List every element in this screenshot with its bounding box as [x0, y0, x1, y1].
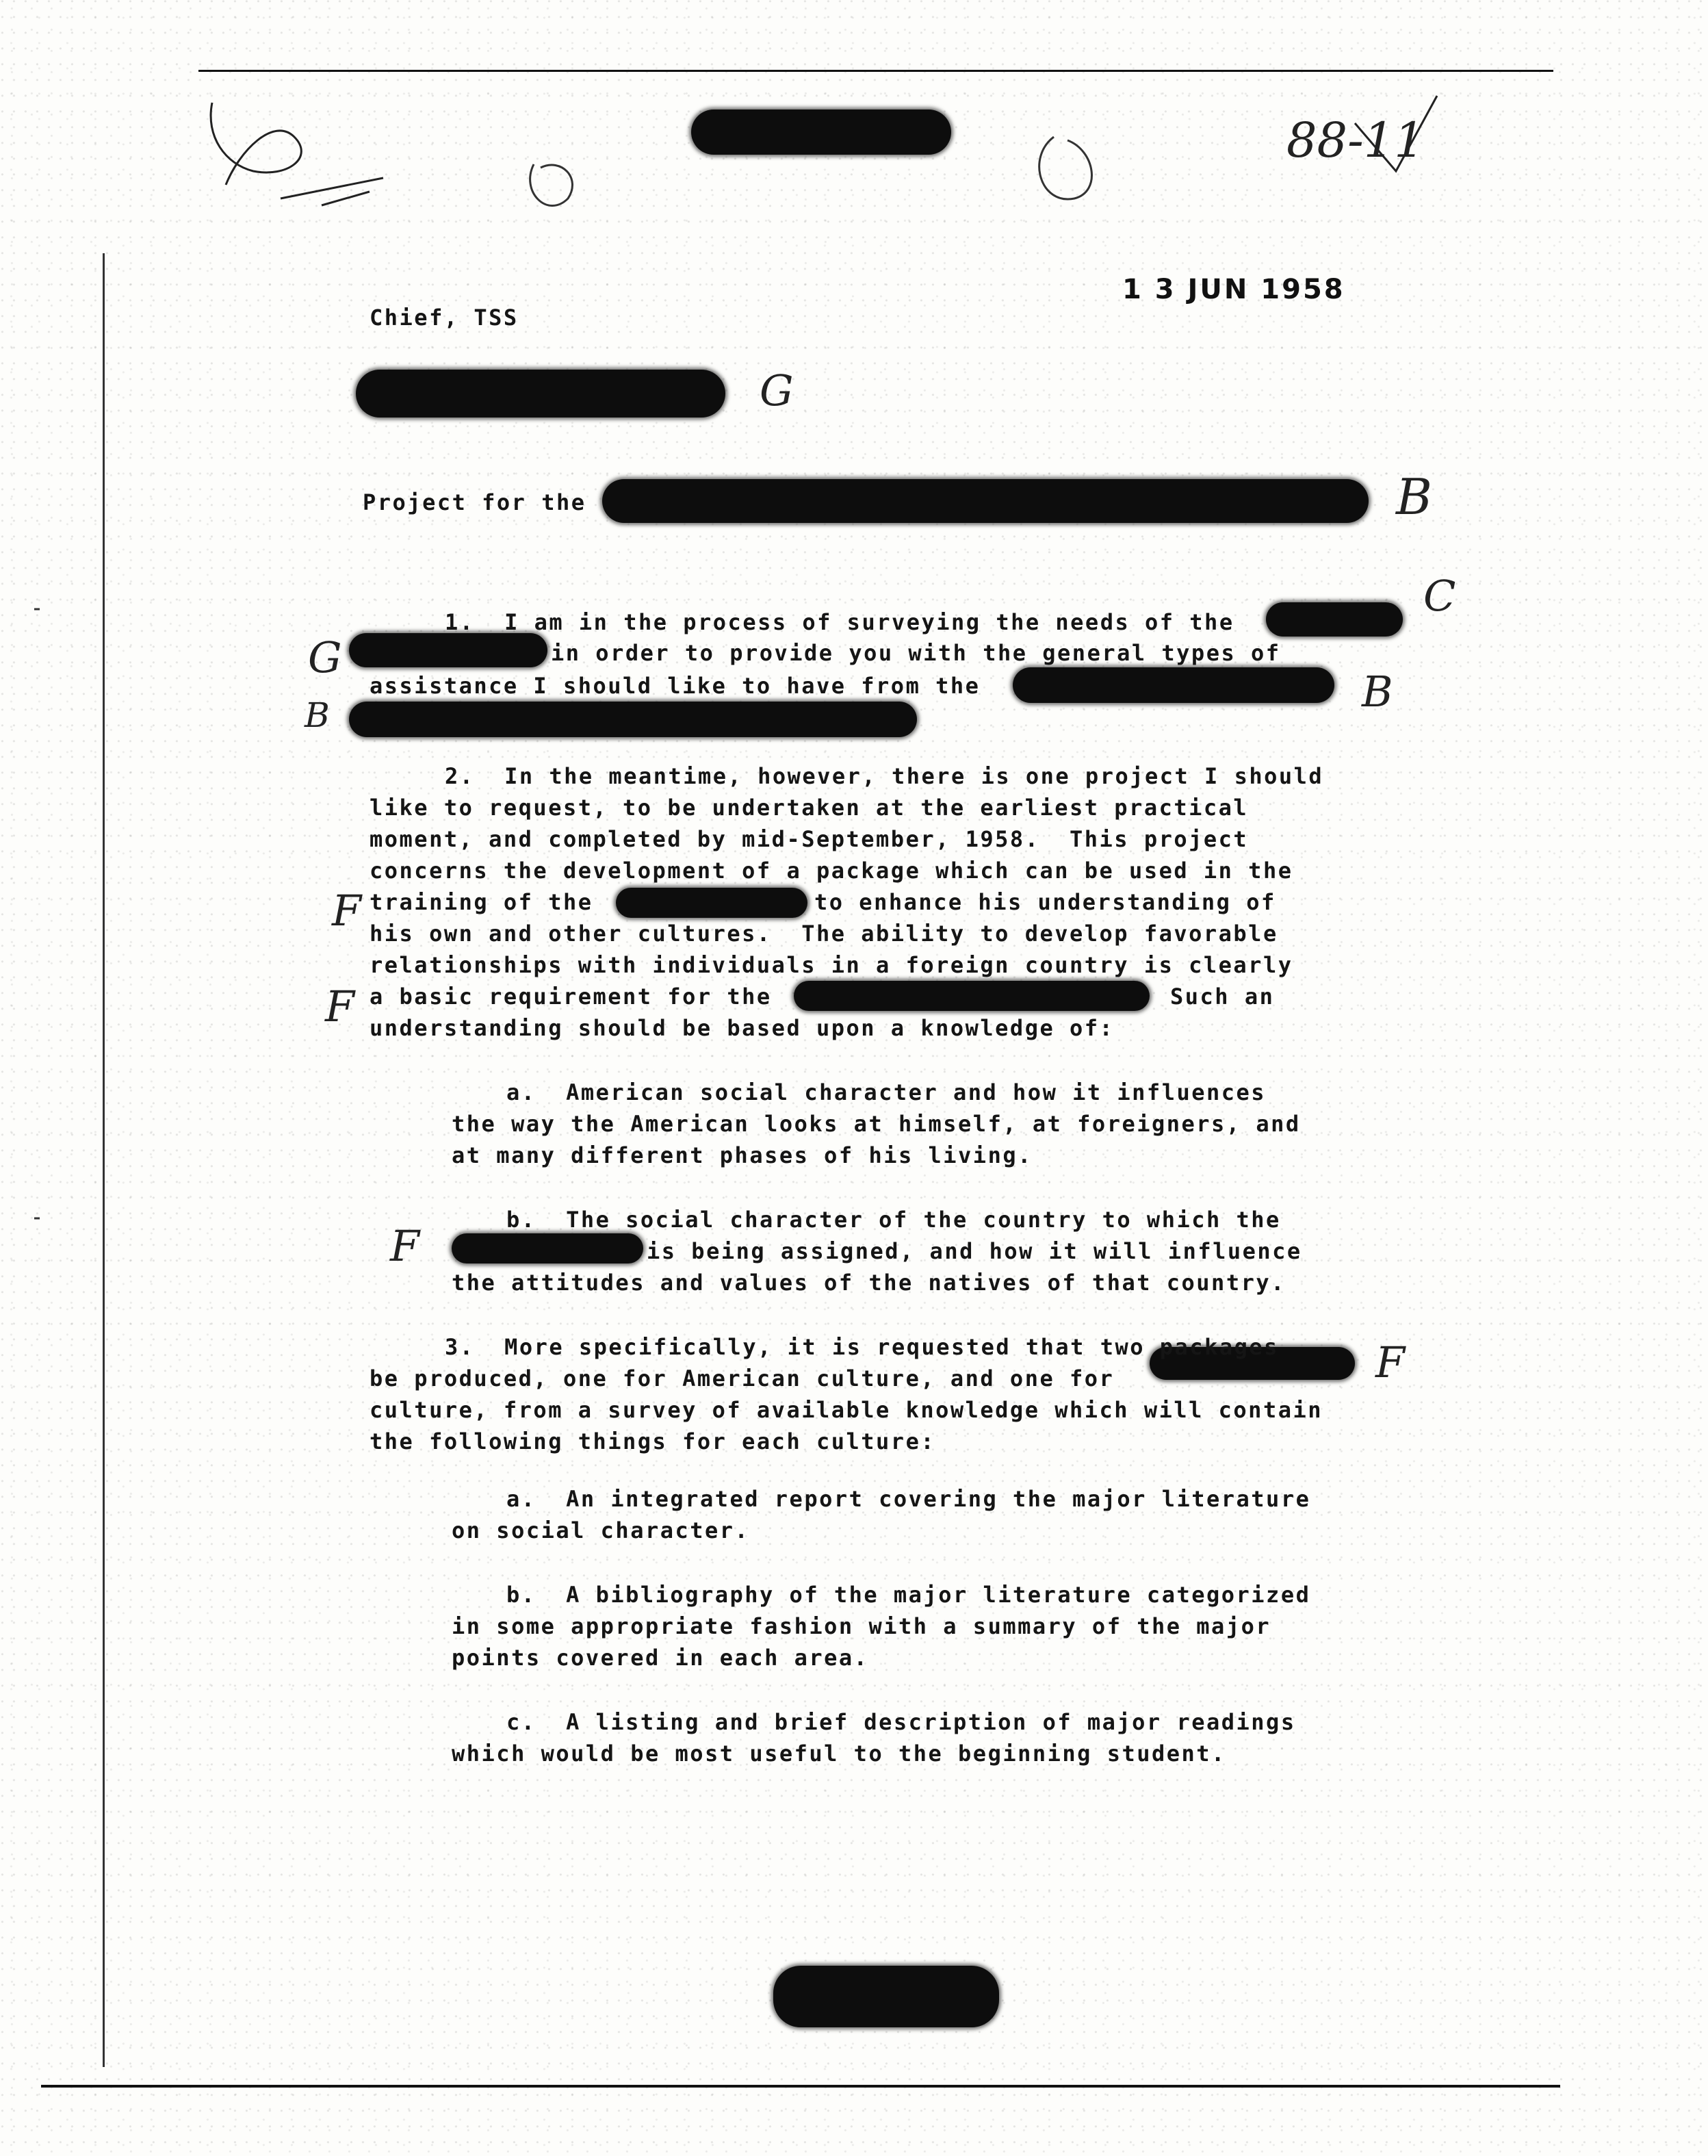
para2-line5b: to enhance his understanding of: [814, 889, 1276, 915]
para3a-line1: a. An integrated report covering the major literature: [506, 1486, 1311, 1512]
para1-line2: in order to provide you with the general types of: [551, 640, 1281, 666]
para2-line5a: training of the: [370, 889, 593, 915]
redaction-p1-a: [1266, 602, 1403, 637]
circle-mark: [530, 164, 573, 205]
para2-line8a: a basic requirement for the: [370, 984, 772, 1010]
scribble-mark: [211, 103, 301, 185]
para2-line8b: Such an: [1170, 984, 1275, 1010]
margin-letter-f: F: [390, 1221, 420, 1271]
para3-line2: be produced, one for American culture, and one for: [370, 1365, 1115, 1391]
margin-dash: [34, 609, 40, 1218]
para2b-line3: the attitudes and values of the natives of that country.: [452, 1270, 1286, 1296]
scribble-mark: [281, 178, 383, 205]
margin-letter-b: B: [1362, 667, 1393, 717]
redaction-footer: [773, 1966, 999, 2027]
margin-letter-g: G: [760, 365, 794, 415]
para2a-line3: at many different phases of his living.: [452, 1142, 1033, 1168]
para2b-line1: b. The social character of the country to which the: [506, 1207, 1281, 1233]
para2-line4: concerns the development of a package which can be used in the: [370, 858, 1293, 884]
margin-letter-c: C: [1423, 571, 1456, 621]
para2-line6: his own and other cultures. The ability to develop favorable: [370, 921, 1278, 947]
circle-mark: [1039, 137, 1092, 199]
redaction-p2-a: [616, 888, 807, 918]
para2-line7: relationships with individuals in a foreign country is clearly: [370, 952, 1293, 978]
para2-line1: 2. In the meantime, however, there is one project I should: [445, 763, 1324, 789]
redaction-p2-b: [794, 981, 1150, 1011]
redaction-p1-d: [349, 702, 917, 737]
margin-letter-f: F: [325, 981, 355, 1031]
para3c-line2: which would be most useful to the beginning student.: [452, 1741, 1226, 1767]
redaction-from-line: [356, 370, 725, 418]
para2-line2: like to request, to be undertaken at the earliest practical: [370, 795, 1249, 821]
para3a-line2: on social character.: [452, 1517, 750, 1543]
redaction-p1-c: [1013, 667, 1334, 703]
para2a-line1: a. American social character and how it influences: [506, 1079, 1267, 1105]
para3-line3: culture, from a survey of available knowledge which will contain: [370, 1397, 1323, 1423]
date-stamp: 1 3 JUN 1958: [1122, 274, 1345, 305]
file-number: 88-11: [1286, 112, 1425, 168]
redaction-subject: [602, 479, 1369, 523]
margin-letter-f: F: [332, 886, 362, 936]
para3c-line1: c. A listing and brief description of major readings: [506, 1709, 1296, 1735]
para3b-line1: b. A bibliography of the major literature categorized: [506, 1582, 1311, 1608]
addressee: Chief, TSS: [370, 305, 519, 331]
para2b-line2: is being assigned, and how it will influence: [647, 1238, 1302, 1264]
subject-prefix: Project for the: [363, 489, 586, 515]
redaction-header: [691, 110, 951, 155]
para3-line4: the following things for each culture:: [370, 1428, 936, 1454]
para2a-line2: the way the American looks at himself, at foreigners, and: [452, 1111, 1301, 1137]
para3b-line3: points covered in each area.: [452, 1645, 869, 1671]
para2-line3: moment, and completed by mid-September, 1958. This project: [370, 826, 1249, 852]
margin-letter-g: G: [308, 632, 342, 682]
para3-line1: 3. More specifically, it is requested that two packages: [445, 1334, 1279, 1360]
para1-line1: 1. I am in the process of surveying the needs of the: [445, 609, 1234, 635]
para1-line3: assistance I should like to have from the: [370, 673, 981, 699]
para3b-line2: in some appropriate fashion with a summary of the major: [452, 1613, 1271, 1639]
margin-letter-f: F: [1375, 1337, 1406, 1387]
para2-line9: understanding should be based upon a knowledge of:: [370, 1015, 1115, 1041]
redaction-p2b: [452, 1233, 643, 1263]
margin-letter-b: B: [1396, 468, 1432, 526]
margin-letter-b: B: [305, 695, 330, 735]
